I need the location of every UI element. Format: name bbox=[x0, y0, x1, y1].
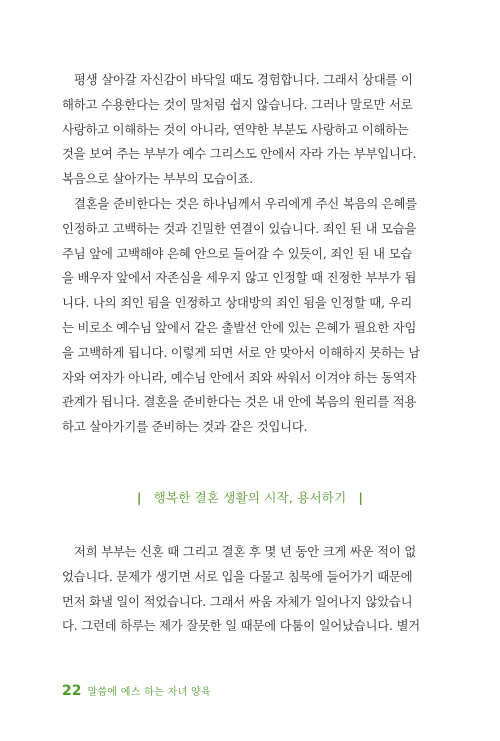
text-line: 인정하고 고백하는 것과 긴밀한 연결이 있습니다. 죄인 된 내 모습을 bbox=[62, 221, 417, 236]
text-line: 사랑하고 이해하는 것이 아니라, 연약한 부분도 사랑하고 이해하는 bbox=[62, 122, 409, 137]
heading-left-bar: | bbox=[136, 490, 142, 505]
text-line: 는 비로소 예수님 앞에서 같은 출발선 안에 있는 은혜가 필요한 자임 bbox=[62, 320, 417, 335]
text-line: 주님 앞에 고백해야 은혜 안으로 들어갈 수 있듯이, 죄인 된 내 모습 bbox=[62, 246, 413, 261]
text-line: 하고 살아가기를 준비하는 것과 같은 것입니다. bbox=[62, 420, 308, 435]
text-line: 다. 그런데 하루는 제가 잘못한 일 때문에 다툼이 일어났습니다. 별거 bbox=[62, 619, 421, 634]
page-number: 22 bbox=[62, 683, 82, 699]
text-line: 자와 여자가 아니라, 예수님 안에서 죄와 싸워서 이겨야 하는 동역자 bbox=[62, 370, 417, 385]
page-footer bbox=[62, 680, 211, 699]
text-line: 관계가 됩니다. 결혼을 준비한다는 것은 내 안에 복음의 원리를 적용 bbox=[62, 395, 417, 410]
text-line: 것을 보여 주는 부부가 예수 그리스도 안에서 자라 가는 부부입니다. bbox=[62, 147, 417, 162]
text-line: 먼저 화낼 일이 적었습니다. 그래서 싸움 자체가 일어나지 않았습니 bbox=[62, 594, 413, 609]
body-text-top bbox=[62, 68, 440, 440]
running-title: 말씀에 예스 하는 자녀 양육 bbox=[87, 687, 211, 698]
text-line: 해하고 수용한다는 것이 말처럼 쉽지 않습니다. 그러나 말로만 서로 bbox=[62, 97, 413, 112]
text-line: 었습니다. 문제가 생기면 서로 입을 다물고 침묵에 들어가기 때문에 bbox=[62, 569, 413, 584]
section-heading bbox=[0, 488, 500, 506]
text-line: 니다. 나의 죄인 됨을 인정하고 상대방의 죄인 됨을 인정할 때, 우리 bbox=[62, 296, 413, 311]
text-line: 을 고백하게 됩니다. 이렇게 되면 서로 안 맞아서 이해하지 못하는 남 bbox=[62, 345, 421, 360]
heading-right-bar: | bbox=[358, 490, 364, 505]
body-text-bottom bbox=[62, 540, 440, 639]
text-line: 을 배우자 앞에서 자존심을 세우지 않고 인정할 때 진정한 부부가 됩 bbox=[62, 271, 417, 286]
text-line: 복음으로 살아가는 부부의 모습이죠. bbox=[62, 172, 253, 187]
text-line: 평생 살아갈 자신감이 바닥일 때도 경험합니다. 그래서 상대를 이 bbox=[74, 73, 413, 87]
text-line: 저희 부부는 신혼 때 그리고 결혼 후 몇 년 동안 크게 싸운 적이 없 bbox=[74, 545, 417, 559]
heading-text: 행복한 결혼 생활의 시작, 용서하기 bbox=[153, 490, 347, 505]
text-line: 결혼을 준비한다는 것은 하나님께서 우리에게 주신 복음의 은혜를 bbox=[74, 196, 417, 211]
